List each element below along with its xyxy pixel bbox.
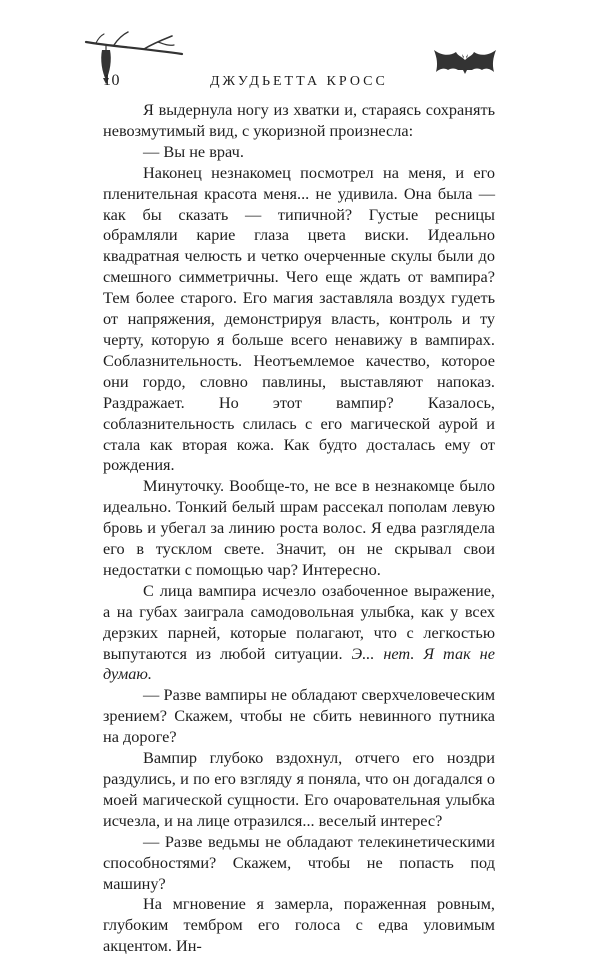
body-text bbox=[103, 100, 495, 957]
paragraph: Минуточку. Вообще-то, не все в незнакомце было идеально. Тонкий белый шрам рассекал пополам левую бровь и убегал за линию роста волос. Я едва разглядела его в тусклом свете. Значит, он не скрывал свои недостатки с помощью чар? Интересно. bbox=[103, 476, 495, 579]
page-header bbox=[0, 0, 600, 100]
paragraph: На мгновение я замерла, пораженная ровным, глубоким тембром его голоса с едва уловимым акцентом. Ин- bbox=[103, 894, 495, 956]
paragraph bbox=[103, 581, 495, 686]
paragraph: Наконец незнакомец посмотрел на меня, и его пленительная красота меня... не удивила. Она была — как бы сказать — типичной? Густые ресницы обрамляли карие глаза цвета виски. Идеально квадратная челюсть и четко очерченные скулы были до смешного симметричны. Чего еще ждать от вампира? Тем более старого. Его магия заставляла воздух гудеть от напряжения, демонстрируя власть, контроль и ту черту, которую я больше всего ненавижу в вампирах. Соблазнительность. Неотъемлемое качество, которое они гордо, словно павлины, выставляют напоказ. Раздражает. Но этот вампир? Казалось, соблазнительность слилась с его магической аурой и стала как вторая кожа. Как будто досталась ему от рождения. bbox=[103, 162, 495, 475]
paragraph: — Разве вампиры не обладают сверхчеловеческим зрением? Скажем, чтобы не сбить невинного путника на дороге? bbox=[103, 685, 495, 747]
paragraph: Вампир глубоко вздохнул, отчего его ноздри раздулись, и по его взгляду я поняла, что он догадался о моей магической сущности. Его очаровательная улыбка исчезла, и на лице отразился... веселый интерес? bbox=[103, 748, 495, 830]
paragraph-text: С лица вампира исчезло озабоченное выражение, а на губах заиграла самодовольная улыбка, как у всех дерзких парней, которые полагают, что с легкостью выпутаются из любой ситуации. bbox=[103, 580, 495, 663]
branch-with-hanging-bat-icon bbox=[84, 26, 184, 96]
paragraph: — Вы не врач. bbox=[143, 141, 244, 161]
page-number: 10 bbox=[103, 72, 120, 89]
running-title: ДЖУДЬЕТТА КРОСС bbox=[210, 74, 388, 89]
flying-bat-icon bbox=[432, 46, 498, 80]
paragraph: Я выдернула ногу из хватки и, стараясь сохранять невозмутимый вид, с укоризной произнесла: bbox=[103, 100, 495, 140]
paragraph: — Разве ведьмы не обладают телекинетическими способностями? Скажем, чтобы не попасть под машину? bbox=[103, 831, 495, 893]
italic-thought: Э... нет. Я так не думаю. bbox=[103, 643, 495, 684]
